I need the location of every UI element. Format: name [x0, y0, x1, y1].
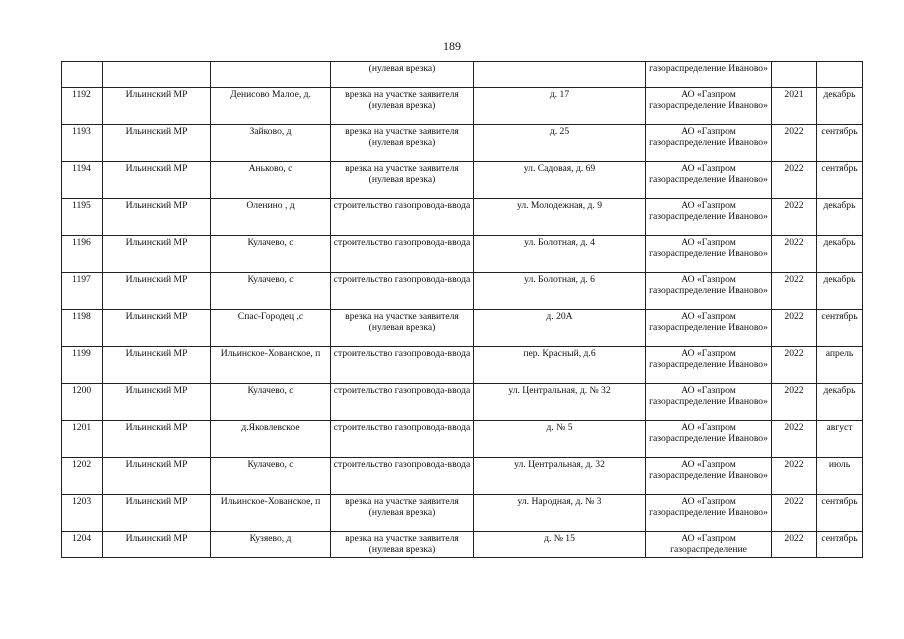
cell-work-type: строительство газопровода-ввода	[331, 273, 474, 310]
cell-work-type: врезка на участке заявителя (нулевая врезка)	[331, 88, 474, 125]
cell-number: 1195	[62, 199, 103, 236]
cell-month: декабрь	[817, 199, 863, 236]
cell-month: сентябрь	[817, 310, 863, 347]
cell-address: ул. Молодежная, д. 9	[474, 199, 646, 236]
cell-organization: АО «Газпром газораспределение Иваново»	[646, 421, 772, 458]
table-row	[62, 384, 863, 421]
cell-organization: АО «Газпром газораспределение Иваново»	[646, 495, 772, 532]
cell-month	[817, 62, 863, 88]
cell-locality: Аньково, с	[211, 162, 331, 199]
cell-year: 2022	[772, 199, 817, 236]
cell-year: 2022	[772, 236, 817, 273]
cell-organization: АО «Газпром газораспределение Иваново»	[646, 310, 772, 347]
cell-number: 1194	[62, 162, 103, 199]
cell-work-type: строительство газопровода-ввода	[331, 199, 474, 236]
cell-work-type: врезка на участке заявителя (нулевая врезка)	[331, 310, 474, 347]
cell-work-type: строительство газопровода-ввода	[331, 236, 474, 273]
cell-month: апрель	[817, 347, 863, 384]
table-row	[62, 532, 863, 558]
table-body	[62, 62, 863, 558]
table-row	[62, 421, 863, 458]
table-row	[62, 162, 863, 199]
cell-year: 2022	[772, 162, 817, 199]
cell-address: ул. Болотная, д. 6	[474, 273, 646, 310]
table-row	[62, 236, 863, 273]
cell-address: ул. Центральная, д. 32	[474, 458, 646, 495]
cell-district: Ильинский МР	[103, 88, 211, 125]
cell-year: 2021	[772, 88, 817, 125]
cell-district: Ильинский МР	[103, 384, 211, 421]
cell-organization: АО «Газпром газораспределение	[646, 532, 772, 558]
cell-month: декабрь	[817, 384, 863, 421]
cell-month: сентябрь	[817, 125, 863, 162]
table-row	[62, 495, 863, 532]
cell-address: д. 25	[474, 125, 646, 162]
cell-organization: АО «Газпром газораспределение Иваново»	[646, 458, 772, 495]
cell-organization: АО «Газпром газораспределение Иваново»	[646, 384, 772, 421]
table-row	[62, 310, 863, 347]
cell-locality: Оленино , д	[211, 199, 331, 236]
cell-address: д. № 5	[474, 421, 646, 458]
table-row	[62, 88, 863, 125]
cell-number: 1199	[62, 347, 103, 384]
cell-district: Ильинский МР	[103, 125, 211, 162]
cell-work-type: (нулевая врезка)	[331, 62, 474, 88]
cell-district	[103, 62, 211, 88]
cell-district: Ильинский МР	[103, 532, 211, 558]
cell-address: д. 17	[474, 88, 646, 125]
cell-locality: Спас-Городец ,с	[211, 310, 331, 347]
cell-year: 2022	[772, 384, 817, 421]
cell-number: 1197	[62, 273, 103, 310]
cell-district: Ильинский МР	[103, 458, 211, 495]
cell-address: ул. Центральная, д. № 32	[474, 384, 646, 421]
cell-district: Ильинский МР	[103, 236, 211, 273]
cell-work-type: строительство газопровода-ввода	[331, 347, 474, 384]
table-row	[62, 347, 863, 384]
table-row	[62, 125, 863, 162]
cell-locality: Ильинское-Хованское, п	[211, 495, 331, 532]
cell-work-type: врезка на участке заявителя (нулевая врезка)	[331, 125, 474, 162]
cell-address: ул. Болотная, д. 4	[474, 236, 646, 273]
cell-work-type: врезка на участке заявителя (нулевая врезка)	[331, 162, 474, 199]
cell-locality: д.Яковлевское	[211, 421, 331, 458]
cell-number: 1202	[62, 458, 103, 495]
table-row	[62, 273, 863, 310]
cell-address: ул. Народная, д. № 3	[474, 495, 646, 532]
cell-locality: Зайково, д	[211, 125, 331, 162]
cell-year: 2022	[772, 421, 817, 458]
cell-number: 1204	[62, 532, 103, 558]
cell-district: Ильинский МР	[103, 347, 211, 384]
cell-month: сентябрь	[817, 532, 863, 558]
cell-number	[62, 62, 103, 88]
cell-month: декабрь	[817, 88, 863, 125]
cell-month: сентябрь	[817, 162, 863, 199]
cell-district: Ильинский МР	[103, 273, 211, 310]
cell-locality: Кулачево, с	[211, 458, 331, 495]
cell-address: ул. Садовая, д. 69	[474, 162, 646, 199]
cell-organization: АО «Газпром газораспределение Иваново»	[646, 125, 772, 162]
cell-number: 1192	[62, 88, 103, 125]
cell-district: Ильинский МР	[103, 199, 211, 236]
cell-number: 1201	[62, 421, 103, 458]
cell-number: 1193	[62, 125, 103, 162]
cell-district: Ильинский МР	[103, 495, 211, 532]
cell-organization: АО «Газпром газораспределение Иваново»	[646, 88, 772, 125]
cell-organization: газораспределение Иваново»	[646, 62, 772, 88]
cell-organization: АО «Газпром газораспределение Иваново»	[646, 199, 772, 236]
cell-month: декабрь	[817, 236, 863, 273]
cell-address: д. 20А	[474, 310, 646, 347]
cell-number: 1196	[62, 236, 103, 273]
cell-locality: Кулачево, с	[211, 236, 331, 273]
cell-district: Ильинский МР	[103, 162, 211, 199]
cell-district: Ильинский МР	[103, 421, 211, 458]
table-row	[62, 458, 863, 495]
cell-month: декабрь	[817, 273, 863, 310]
cell-locality: Кузяево, д	[211, 532, 331, 558]
cell-district: Ильинский МР	[103, 310, 211, 347]
cell-work-type: врезка на участке заявителя (нулевая врезка)	[331, 532, 474, 558]
cell-organization: АО «Газпром газораспределение Иваново»	[646, 236, 772, 273]
cell-organization: АО «Газпром газораспределение Иваново»	[646, 273, 772, 310]
cell-month: август	[817, 421, 863, 458]
cell-work-type: врезка на участке заявителя (нулевая врезка)	[331, 495, 474, 532]
page-number: 189	[443, 39, 461, 53]
cell-address: д. № 15	[474, 532, 646, 558]
cell-locality	[211, 62, 331, 88]
cell-year: 2022	[772, 347, 817, 384]
cell-organization: АО «Газпром газораспределение Иваново»	[646, 347, 772, 384]
gasification-table	[61, 61, 863, 558]
cell-year	[772, 62, 817, 88]
cell-year: 2022	[772, 125, 817, 162]
cell-year: 2022	[772, 495, 817, 532]
cell-address: пер. Красный, д.6	[474, 347, 646, 384]
cell-number: 1203	[62, 495, 103, 532]
cell-month: сентябрь	[817, 495, 863, 532]
table-row-continuation	[62, 62, 863, 88]
cell-work-type: строительство газопровода-ввода	[331, 458, 474, 495]
table-row	[62, 199, 863, 236]
cell-number: 1200	[62, 384, 103, 421]
cell-locality: Денисово Малое, д.	[211, 88, 331, 125]
cell-locality: Кулачево, с	[211, 273, 331, 310]
cell-address	[474, 62, 646, 88]
cell-year: 2022	[772, 458, 817, 495]
cell-month: июль	[817, 458, 863, 495]
cell-organization: АО «Газпром газораспределение Иваново»	[646, 162, 772, 199]
cell-year: 2022	[772, 532, 817, 558]
cell-work-type: строительство газопровода-ввода	[331, 384, 474, 421]
cell-locality: Ильинское-Хованское, п	[211, 347, 331, 384]
cell-year: 2022	[772, 310, 817, 347]
cell-year: 2022	[772, 273, 817, 310]
cell-locality: Кулачево, с	[211, 384, 331, 421]
cell-number: 1198	[62, 310, 103, 347]
cell-work-type: строительство газопровода-ввода	[331, 421, 474, 458]
